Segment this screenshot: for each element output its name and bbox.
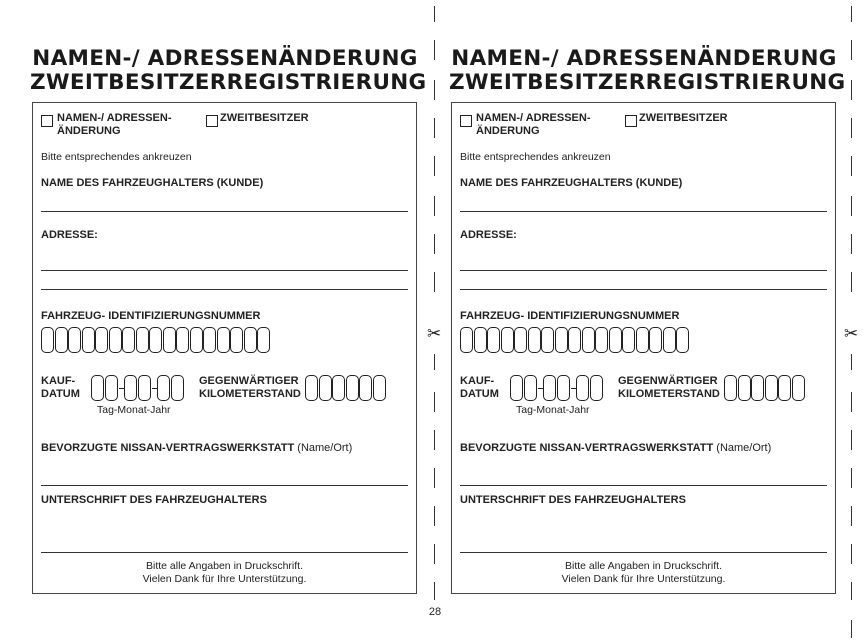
address-field-line1[interactable]	[41, 270, 408, 271]
vin-digit-box[interactable]	[95, 327, 108, 353]
owner-name-field[interactable]	[41, 211, 408, 212]
signature-label: UNTERSCHRIFT DES FAHRZEUGHALTERS	[41, 494, 267, 506]
second-owner-checkbox[interactable]	[625, 115, 637, 127]
vin-digit-box[interactable]	[649, 327, 662, 353]
form-title: NAMEN-/ ADRESSENÄNDERUNG	[32, 46, 418, 71]
date-digit-box[interactable]	[576, 375, 589, 401]
vin-digit-box[interactable]	[676, 327, 689, 353]
dealer-field[interactable]	[460, 485, 827, 486]
mileage-label: GEGENWÄRTIGER KILOMETERSTAND	[199, 375, 301, 400]
vin-digit-box[interactable]	[528, 327, 541, 353]
date-separator	[152, 388, 157, 389]
scissors-icon: ✂	[844, 324, 859, 343]
mileage-digit-box[interactable]	[332, 375, 345, 401]
date-digit-box[interactable]	[138, 375, 151, 401]
vin-digit-box[interactable]	[122, 327, 135, 353]
footer-note: Bitte alle Angaben in Druckschrift. Vielen Dank für Ihre Unterstützung.	[142, 560, 307, 585]
owner-name-label: NAME DES FAHRZEUGHALTERS (KUNDE)	[460, 177, 683, 189]
mileage-digit-box[interactable]	[373, 375, 386, 401]
name-address-change-label: NAMEN-/ ADRESSEN- ÄNDERUNG	[57, 112, 172, 137]
address-field-line2[interactable]	[460, 289, 827, 290]
dealer-label: BEVORZUGTE NISSAN-VERTRAGSWERKSTATT (Name/Ort)	[460, 442, 772, 454]
vin-digit-box[interactable]	[609, 327, 622, 353]
vin-digit-box[interactable]	[244, 327, 257, 353]
vin-digit-box[interactable]	[203, 327, 216, 353]
signature-field[interactable]	[460, 552, 827, 553]
address-label: ADRESSE:	[460, 229, 517, 241]
check-hint: Bitte entsprechendes ankreuzen	[460, 151, 611, 163]
vin-digit-box[interactable]	[109, 327, 122, 353]
purchase-date-label: KAUF- DATUM	[41, 375, 80, 400]
mileage-digit-box[interactable]	[765, 375, 778, 401]
vin-label: FAHRZEUG- IDENTIFIZIERUNGSNUMMER	[460, 310, 680, 322]
vin-input[interactable]	[41, 327, 271, 353]
vin-digit-box[interactable]	[176, 327, 189, 353]
purchase-date-input[interactable]	[91, 375, 184, 401]
page-number: 28	[428, 606, 442, 618]
purchase-date-input[interactable]	[510, 375, 603, 401]
vin-digit-box[interactable]	[190, 327, 203, 353]
vin-label: FAHRZEUG- IDENTIFIZIERUNGSNUMMER	[41, 310, 261, 322]
date-digit-box[interactable]	[124, 375, 137, 401]
date-format-hint: Tag-Monat-Jahr	[516, 404, 590, 416]
vin-digit-box[interactable]	[582, 327, 595, 353]
mileage-label: GEGENWÄRTIGER KILOMETERSTAND	[618, 375, 720, 400]
form-body	[451, 102, 836, 594]
footer-note: Bitte alle Angaben in Druckschrift. Vielen Dank für Ihre Unterstützung.	[561, 560, 726, 585]
mileage-digit-box[interactable]	[751, 375, 764, 401]
vin-digit-box[interactable]	[568, 327, 581, 353]
owner-name-label: NAME DES FAHRZEUGHALTERS (KUNDE)	[41, 177, 264, 189]
form-card-right	[449, 0, 846, 643]
vin-digit-box[interactable]	[136, 327, 149, 353]
vin-digit-box[interactable]	[555, 327, 568, 353]
scissors-icon: ✂	[427, 324, 442, 343]
second-owner-label: ZWEITBESITZER	[639, 112, 728, 124]
form-card-left	[30, 0, 427, 643]
vin-digit-box[interactable]	[487, 327, 500, 353]
form-body	[32, 102, 417, 594]
date-digit-box[interactable]	[91, 375, 104, 401]
mileage-digit-box[interactable]	[724, 375, 737, 401]
vin-digit-box[interactable]	[230, 327, 243, 353]
date-digit-box[interactable]	[557, 375, 570, 401]
mileage-digit-box[interactable]	[319, 375, 332, 401]
form-title: NAMEN-/ ADRESSENÄNDERUNG	[451, 46, 837, 71]
vin-digit-box[interactable]	[149, 327, 162, 353]
date-digit-box[interactable]	[590, 375, 603, 401]
mileage-digit-box[interactable]	[305, 375, 318, 401]
date-digit-box[interactable]	[105, 375, 118, 401]
vin-input[interactable]	[460, 327, 690, 353]
date-separator	[119, 388, 124, 389]
date-separator	[538, 388, 543, 389]
date-digit-box[interactable]	[510, 375, 523, 401]
signature-field[interactable]	[41, 552, 408, 553]
second-owner-label: ZWEITBESITZER	[220, 112, 309, 124]
date-format-hint: Tag-Monat-Jahr	[97, 404, 171, 416]
name-address-change-checkbox[interactable]	[460, 115, 472, 127]
form-subtitle: ZWEITBESITZERREGISTRIERUNG	[449, 70, 846, 95]
mileage-digit-box[interactable]	[778, 375, 791, 401]
address-field-line2[interactable]	[41, 289, 408, 290]
purchase-date-label: KAUF- DATUM	[460, 375, 499, 400]
vin-digit-box[interactable]	[217, 327, 230, 353]
vin-digit-box[interactable]	[55, 327, 68, 353]
vin-digit-box[interactable]	[636, 327, 649, 353]
date-digit-box[interactable]	[157, 375, 170, 401]
check-hint: Bitte entsprechendes ankreuzen	[41, 151, 192, 163]
mileage-digit-box[interactable]	[359, 375, 372, 401]
vin-digit-box[interactable]	[460, 327, 473, 353]
mileage-digit-box[interactable]	[738, 375, 751, 401]
vin-digit-box[interactable]	[257, 327, 270, 353]
dealer-label: BEVORZUGTE NISSAN-VERTRAGSWERKSTATT (Name/Ort)	[41, 442, 353, 454]
signature-label: UNTERSCHRIFT DES FAHRZEUGHALTERS	[460, 494, 686, 506]
vin-digit-box[interactable]	[595, 327, 608, 353]
form-subtitle: ZWEITBESITZERREGISTRIERUNG	[30, 70, 427, 95]
vin-digit-box[interactable]	[514, 327, 527, 353]
second-owner-checkbox[interactable]	[206, 115, 218, 127]
name-address-change-checkbox[interactable]	[41, 115, 53, 127]
dealer-field[interactable]	[41, 485, 408, 486]
mileage-digit-box[interactable]	[792, 375, 805, 401]
vin-digit-box[interactable]	[622, 327, 635, 353]
name-address-change-label: NAMEN-/ ADRESSEN- ÄNDERUNG	[476, 112, 591, 137]
vin-digit-box[interactable]	[501, 327, 514, 353]
mileage-input[interactable]	[724, 375, 805, 401]
vin-digit-box[interactable]	[163, 327, 176, 353]
vin-digit-box[interactable]	[41, 327, 54, 353]
mileage-input[interactable]	[305, 375, 386, 401]
vin-digit-box[interactable]	[541, 327, 554, 353]
vin-digit-box[interactable]	[68, 327, 81, 353]
date-digit-box[interactable]	[543, 375, 556, 401]
address-field-line1[interactable]	[460, 270, 827, 271]
mileage-digit-box[interactable]	[346, 375, 359, 401]
vin-digit-box[interactable]	[663, 327, 676, 353]
date-digit-box[interactable]	[171, 375, 184, 401]
vin-digit-box[interactable]	[82, 327, 95, 353]
date-separator	[571, 388, 576, 389]
date-digit-box[interactable]	[524, 375, 537, 401]
owner-name-field[interactable]	[460, 211, 827, 212]
vin-digit-box[interactable]	[474, 327, 487, 353]
address-label: ADRESSE:	[41, 229, 98, 241]
